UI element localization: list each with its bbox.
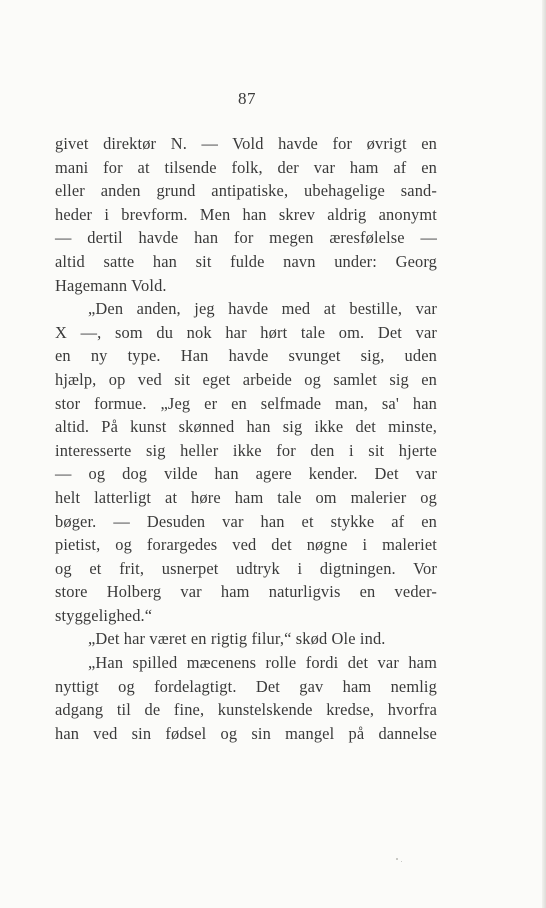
text-line: givet direktør N. — Vold havde for øvrigt en — [55, 134, 437, 153]
page-edge — [542, 0, 546, 908]
text-line: X —, som du nok har hørt tale om. Det var — [55, 322, 437, 342]
text-line: — og dog vilde han agere kender. Det var — [55, 464, 437, 484]
text-line: styggelighed.“ — [55, 605, 153, 625]
text-line: store Holberg var ham naturligvis en veder- — [55, 582, 437, 602]
text-line: altid satte han sit fulde navn under: Georg — [55, 251, 437, 271]
text-line: „Den anden, jeg havde med at bestille, var — [88, 299, 437, 319]
text-line: stor formue. „Jeg er en selfmade man, sa' han — [55, 393, 437, 413]
text-line: nyttigt og fordelagtigt. Det gav ham nemlig — [55, 676, 437, 696]
text-line: — dertil havde han for megen æresfølelse — — [55, 228, 437, 248]
paper-speck — [401, 861, 402, 862]
text-line: og et frit, usnerpet udtryk i digtningen. Vor — [55, 558, 437, 578]
text-line: heder i brevform. Men han skrev aldrig anonymt — [55, 204, 437, 224]
body-text — [55, 132, 437, 745]
text-line: en ny type. Han havde svunget sig, uden — [55, 346, 437, 366]
text-line: mani for at tilsende folk, der var ham af en — [55, 157, 437, 177]
paper-speck — [396, 858, 398, 860]
text-line: pietist, og forargedes ved det nøgne i maleriet — [55, 535, 437, 555]
page-number: 87 — [238, 89, 256, 108]
text-line: helt latterligt at høre ham tale om malerier og — [55, 487, 437, 507]
text-line: hjælp, op ved sit eget arbeide og samlet sig en — [55, 369, 437, 389]
text-line: bøger. — Desuden var han et stykke af en — [55, 511, 437, 531]
text-line: Hagemann Vold. — [55, 275, 167, 295]
text-line: „Det har været en rigtig filur,“ skød Ole ind. — [88, 629, 386, 649]
text-line: „Han spilled mæcenens rolle fordi det var ham — [88, 653, 437, 673]
text-line: eller anden grund antipatiske, ubehagelige sand- — [55, 181, 437, 201]
text-line: altid. På kunst skønned han sig ikke det minste, — [55, 417, 437, 437]
text-line: adgang til de fine, kunstelskende kredse, hvorfra — [55, 700, 437, 720]
text-line: interesserte sig heller ikke for den i sit hjerte — [55, 440, 437, 460]
text-line: han ved sin fødsel og sin mangel på dannelse — [55, 723, 437, 743]
